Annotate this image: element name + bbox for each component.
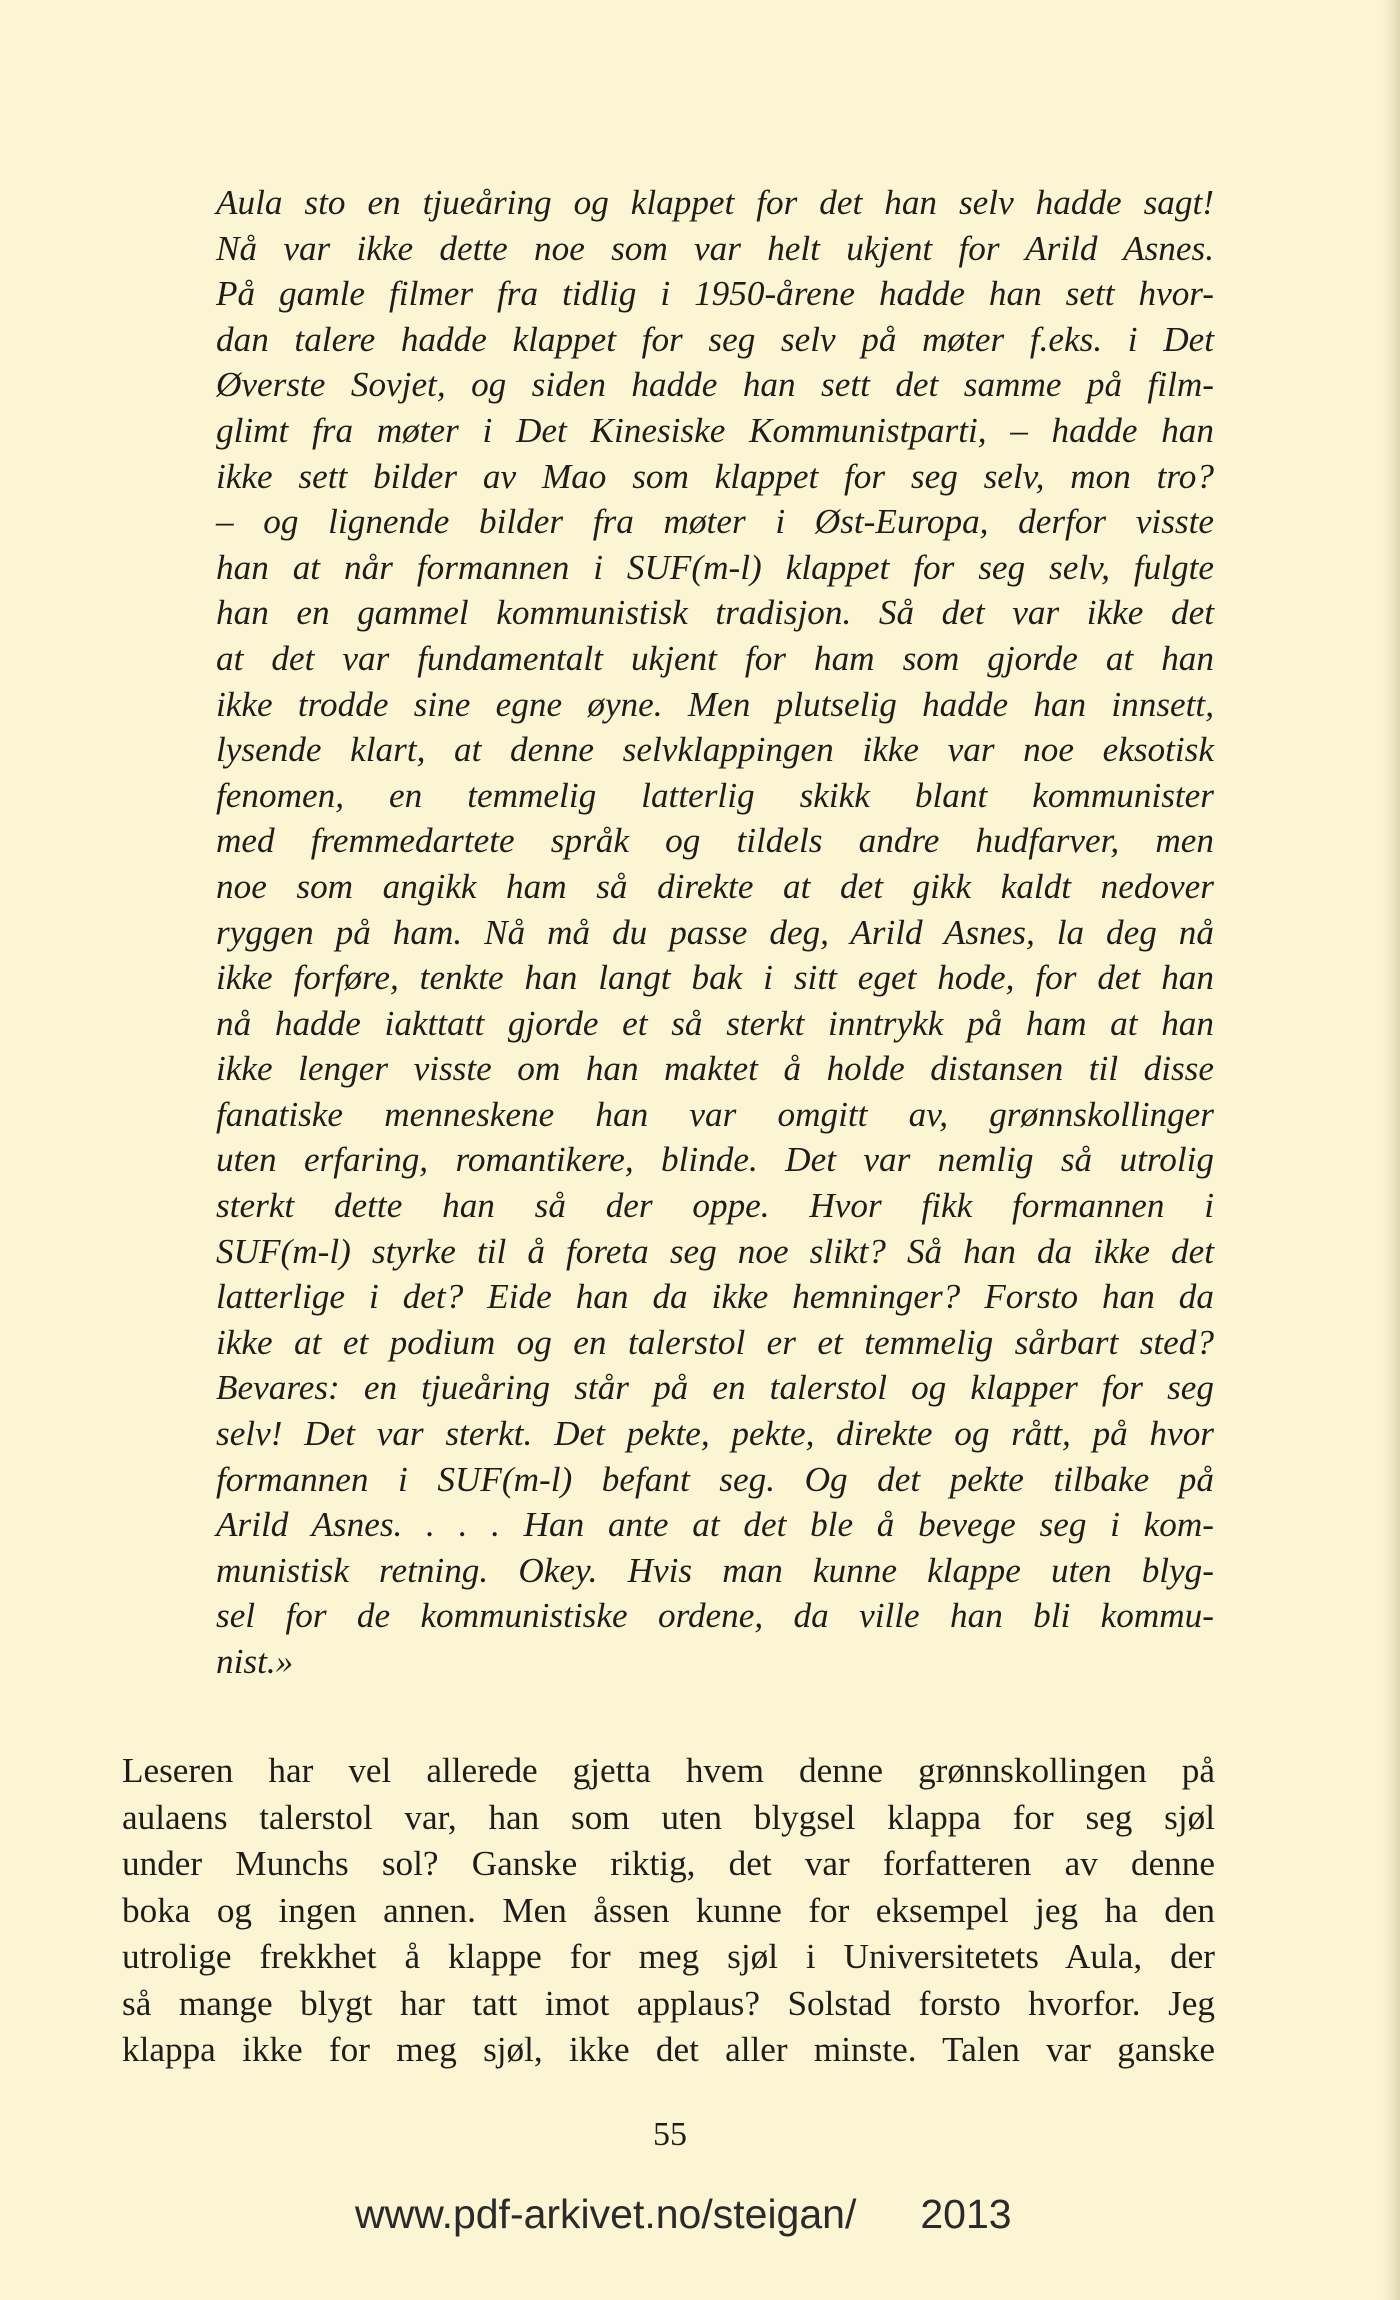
quote-line: Arild Asnes. . . . Han ante at det ble å bevege seg i kom- — [216, 1505, 1214, 1545]
body-line: utrolige frekkhet å klappe for meg sjøl i Universitetets Aula, der — [122, 1937, 1215, 1976]
page-edge-shadow — [1382, 0, 1400, 2300]
quote-line: at det var fundamentalt ukjent for ham som gjorde at han — [216, 638, 1214, 678]
quote-line: SUF(m-l) styrke til å foreta seg noe slikt? Så han da ikke det — [216, 1231, 1214, 1271]
quote-line: ikke trodde sine egne øyne. Men plutselig hadde han innsett, — [216, 684, 1214, 724]
body-line: så mange blygt har tatt imot applaus? Solstad forsto hvorfor. Jeg — [122, 1983, 1215, 2023]
quote-line: sel for de kommunistiske ordene, da ville han bli kommu- — [216, 1596, 1214, 1636]
quote-line: noe som angikk ham så direkte at det gikk kaldt nedover — [216, 866, 1214, 906]
body-paragraph — [122, 1748, 1215, 2074]
quote-line: ikke forføre, tenkte han langt bak i sitt eget hode, for det han — [216, 958, 1214, 998]
quote-line: munistisk retning. Okey. Hvis man kunne klappe uten blyg- — [216, 1550, 1214, 1590]
quote-line: han at når formannen i SUF(m-l) klappet for seg selv, fulgte — [216, 547, 1214, 587]
body-line: under Munchs sol? Ganske riktig, det var forfatteren av denne — [122, 1844, 1215, 1883]
quote-line: ikke lenger visste om han maktet å holde distansen til disse — [216, 1049, 1214, 1089]
page-number: 55 — [653, 2116, 687, 2153]
quote-line: ikke sett bilder av Mao som klappet for seg selv, mon tro? — [216, 456, 1214, 496]
quote-line: Bevares: en tjueåring står på en talerstol og klapper for seg — [216, 1368, 1214, 1408]
body-line: Leseren har vel allerede gjetta hvem denne grønnskollingen på — [122, 1751, 1215, 1790]
quote-line: glimt fra møter i Det Kinesiske Kommunistparti, – hadde han — [216, 410, 1214, 450]
quote-line: sterkt dette han så der oppe. Hvor fikk formannen i — [216, 1186, 1214, 1226]
quote-line: uten erfaring, romantikere, blinde. Det var nemlig så utrolig — [216, 1140, 1214, 1180]
quote-line: På gamle filmer fra tidlig i 1950-årene hadde han sett hvor- — [216, 274, 1214, 314]
quote-line: Øverste Sovjet, og siden hadde han sett det samme på film- — [216, 365, 1214, 405]
quote-line: ryggen på ham. Nå må du passe deg, Arild Asnes, la deg nå — [216, 912, 1214, 952]
quote-line: selv! Det var sterkt. Det pekte, pekte, direkte og rått, på hvor — [216, 1414, 1214, 1454]
quote-line: han en gammel kommunistisk tradisjon. Så det var ikke det — [216, 593, 1214, 633]
quote-line: – og lignende bilder fra møter i Øst-Europa, derfor visste — [216, 502, 1214, 542]
quote-line: Aula sto en tjueåring og klappet for det han selv hadde sagt! — [216, 183, 1214, 222]
body-line: boka og ingen annen. Men åssen kunne for eksempel jeg ha den — [122, 1890, 1215, 1930]
body-line: aulaens talerstol var, han som uten blygsel klappa for seg sjøl — [122, 1797, 1215, 1837]
body-line: klappa ikke for meg sjøl, ikke det aller minste. Talen var ganske — [122, 2030, 1215, 2069]
footer — [355, 2190, 1012, 2238]
quote-line: med fremmedartete språk og tildels andre hudfarver, men — [216, 821, 1214, 861]
quote-line: dan talere hadde klappet for seg selv på møter f.eks. i Det — [216, 319, 1214, 359]
quote-line: formannen i SUF(m-l) befant seg. Og det pekte tilbake på — [216, 1459, 1214, 1499]
quote-line: lysende klart, at denne selvklappingen ikke var noe eksotisk — [216, 730, 1214, 770]
footer-url[interactable]: www.pdf-arkivet.no/steigan/ — [355, 2191, 857, 2237]
quote-line: ikke at et podium og en talerstol er et temmelig sårbart sted? — [216, 1322, 1214, 1362]
quote-line: Nå var ikke dette noe som var helt ukjent for Arild Asnes. — [216, 228, 1214, 268]
quote-line: nist.» — [216, 1642, 294, 1681]
quote-line: fenomen, en temmelig latterlig skikk blant kommunister — [216, 775, 1214, 815]
quote-line: fanatiske menneskene han var omgitt av, grønnskollinger — [216, 1094, 1214, 1134]
quote-line: nå hadde iakttatt gjorde et så sterkt inntrykk på ham at han — [216, 1003, 1214, 1043]
quote-line: latterlige i det? Eide han da ikke hemninger? Forsto han da — [216, 1277, 1214, 1317]
footer-year: 2013 — [920, 2191, 1012, 2237]
quoted-passage — [216, 180, 1214, 1685]
